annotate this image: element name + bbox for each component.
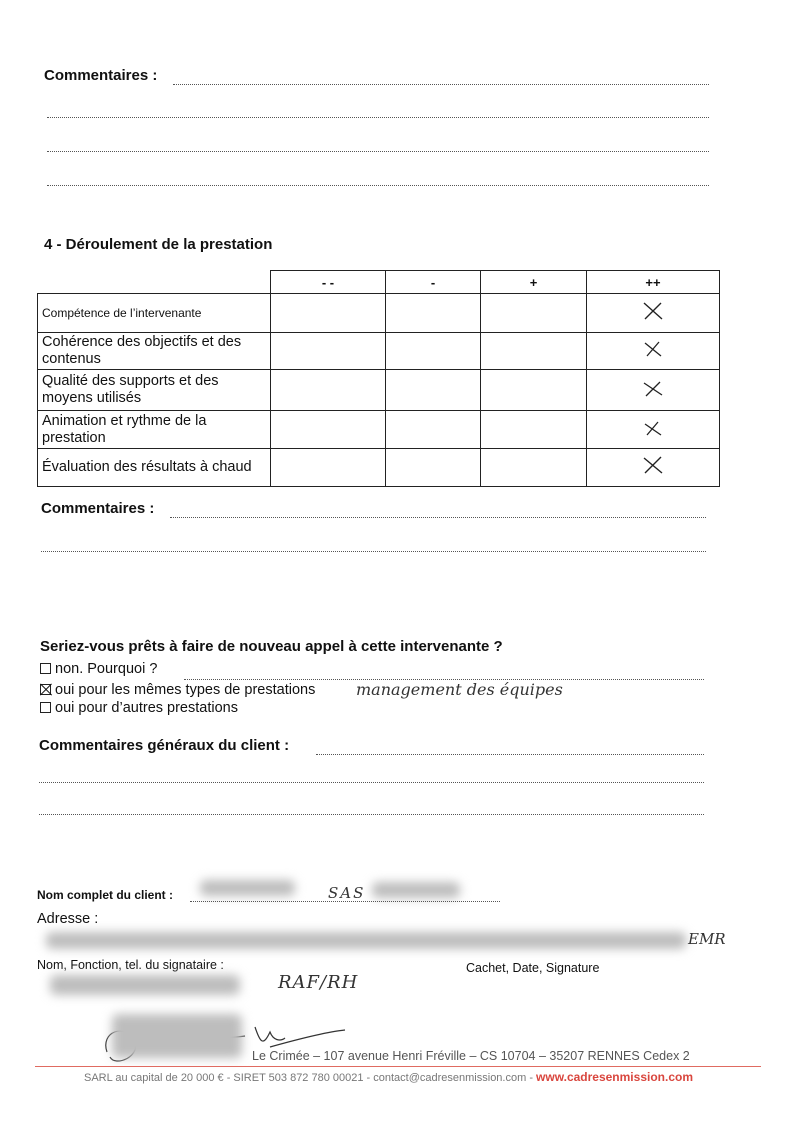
x-mark-icon — [642, 417, 664, 437]
evaluation-table — [37, 270, 720, 487]
column-header: + — [481, 271, 587, 294]
rating-cell[interactable] — [481, 333, 587, 370]
table-corner — [38, 271, 271, 294]
signatory-handwritten: RAF/RH — [278, 972, 359, 993]
section3-comments-label: Commentaires : — [44, 67, 158, 84]
option-other-types[interactable]: oui pour d’autres prestations — [40, 700, 238, 716]
x-mark-icon — [642, 378, 664, 398]
x-mark-icon — [642, 301, 664, 321]
comment-line[interactable] — [47, 185, 709, 186]
row-label: Cohérence des objectifs et des contenus — [38, 333, 271, 370]
redacted-area — [200, 880, 295, 896]
rating-cell-selected[interactable] — [587, 411, 720, 449]
comment-line[interactable] — [39, 782, 704, 783]
rating-cell[interactable] — [271, 370, 386, 411]
footer-divider — [35, 1066, 761, 1067]
rating-cell[interactable] — [481, 411, 587, 449]
section4-comments-label: Commentaires : — [41, 500, 155, 517]
rating-cell[interactable] — [271, 333, 386, 370]
rating-cell[interactable] — [386, 333, 481, 370]
signatory-label: Nom, Fonction, tel. du signataire : — [37, 958, 224, 972]
rating-cell[interactable] — [386, 370, 481, 411]
question-title: Seriez-vous prêts à faire de nouveau appel à cette intervenante ? — [40, 638, 503, 655]
client-name-line[interactable] — [190, 901, 500, 902]
column-header: ++ — [587, 271, 720, 294]
rating-cell[interactable] — [481, 449, 587, 487]
comment-line[interactable] — [173, 84, 709, 85]
redacted-area — [50, 975, 240, 995]
client-name-handwritten: SAS — [328, 884, 366, 902]
rating-cell[interactable] — [386, 294, 481, 333]
row-label: Évaluation des résultats à chaud — [38, 449, 271, 487]
comment-line[interactable] — [39, 814, 704, 815]
rating-cell-selected[interactable] — [587, 333, 720, 370]
handwritten-answer: management des équipes — [356, 680, 563, 699]
redacted-area — [372, 882, 460, 898]
section4-title: 4 - Déroulement de la prestation — [44, 236, 273, 253]
footer-address: Le Crimée – 107 avenue Henri Fréville – CS 10704 – 35207 RENNES Cedex 2 — [252, 1049, 690, 1063]
rating-cell[interactable] — [271, 294, 386, 333]
rating-cell[interactable] — [386, 411, 481, 449]
comment-line[interactable] — [47, 151, 709, 152]
address-handwritten: EMR — [688, 930, 726, 948]
address-label: Adresse : — [37, 911, 99, 927]
checkbox-non[interactable] — [40, 663, 51, 674]
general-comments-label: Commentaires généraux du client : — [39, 737, 290, 754]
rating-cell[interactable] — [481, 370, 587, 411]
footer-legal: SARL au capital de 20 000 € - SIRET 503 872 780 00021 - contact@cadresenmission.com - www.cadresenmission.com — [84, 1070, 693, 1084]
redacted-area — [46, 932, 686, 949]
rating-cell-selected[interactable] — [587, 370, 720, 411]
checkbox-other-types[interactable] — [40, 702, 51, 713]
rating-cell[interactable] — [271, 411, 386, 449]
rating-cell[interactable] — [481, 294, 587, 333]
comment-line[interactable] — [47, 117, 709, 118]
comment-line[interactable] — [170, 517, 706, 518]
client-name-label: Nom complet du client : — [37, 888, 174, 902]
comment-line[interactable] — [316, 754, 704, 755]
rating-cell[interactable] — [386, 449, 481, 487]
redacted-area — [112, 1014, 242, 1058]
row-label: Compétence de l’intervenante — [38, 294, 271, 333]
option-non[interactable]: non. Pourquoi ? — [40, 661, 157, 677]
rating-cell[interactable] — [271, 449, 386, 487]
rating-cell-selected[interactable] — [587, 449, 720, 487]
comment-line[interactable] — [41, 551, 706, 552]
row-label: Qualité des supports et des moyens utilisés — [38, 370, 271, 411]
checkbox-same-types-checked[interactable] — [40, 684, 51, 695]
rating-cell-selected[interactable] — [587, 294, 720, 333]
option-same-types[interactable]: oui pour les mêmes types de prestations — [40, 682, 315, 698]
stamp-label: Cachet, Date, Signature — [466, 961, 600, 975]
column-header: - — [386, 271, 481, 294]
x-mark-icon — [642, 455, 664, 475]
row-label: Animation et rythme de la prestation — [38, 411, 271, 449]
footer-website-link[interactable]: www.cadresenmission.com — [536, 1070, 693, 1084]
column-header: - - — [271, 271, 386, 294]
x-mark-icon — [642, 339, 664, 359]
